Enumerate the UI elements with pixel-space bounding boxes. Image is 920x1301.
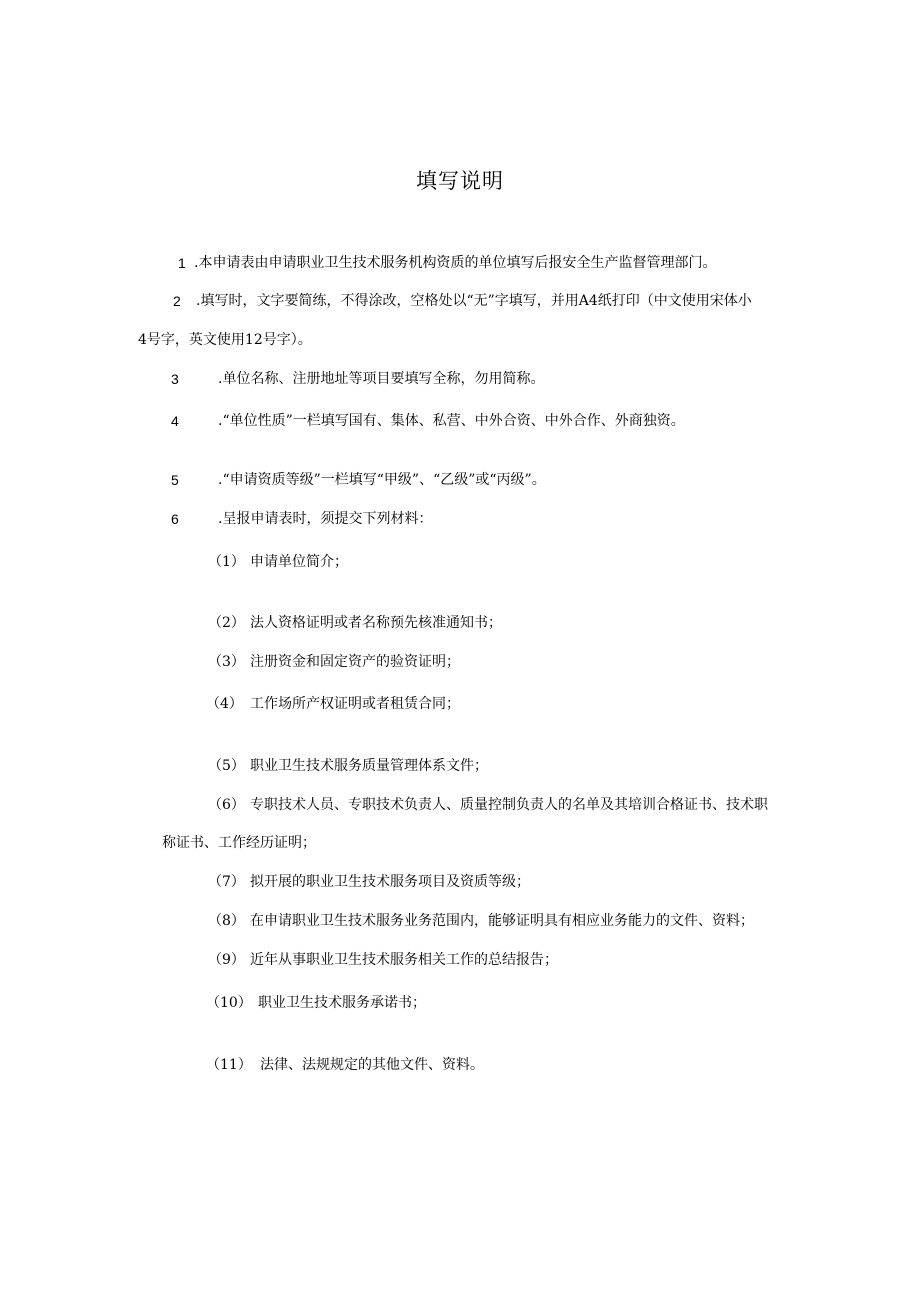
material-number: （3） — [208, 654, 245, 670]
material-number: （11） — [206, 1057, 252, 1073]
item-text: .填写时，文字要简练，不得涂改，空格处以“无”字填写，并用A4纸打印（中文使用宋体小 — [196, 293, 752, 309]
page-title: 填写说明 — [416, 169, 504, 193]
material-number: （10） — [206, 995, 252, 1011]
material-text: 近年从事职业卫生技术服务相关工作的总结报告； — [250, 952, 558, 968]
item-number: 2 — [173, 293, 181, 309]
item-number: 3 — [171, 371, 179, 387]
material-text: 职业卫生技术服务质量管理体系文件； — [250, 758, 488, 774]
item-number: 5 — [171, 472, 179, 488]
item-text: .单位名称、注册地址等项目要填写全称，勿用简称。 — [218, 371, 545, 387]
material-text: 在申请职业卫生技术服务业务范围内，能够证明具有相应业务能力的文件、资料； — [250, 913, 754, 929]
item-number: 4 — [171, 413, 179, 429]
material-number: （2） — [208, 615, 245, 631]
item-text: .“单位性质”一栏填写国有、集体、私营、中外合资、中外合作、外商独资。 — [218, 413, 685, 429]
material-text-continued: 称证书、工作经历证明； — [162, 835, 316, 851]
material-text: 工作场所产权证明或者租赁合同； — [250, 696, 460, 712]
material-text: 注册资金和固定资产的验资证明； — [250, 654, 460, 670]
item-text: .本申请表由申请职业卫生技术服务机构资质的单位填写后报安全生产监督管理部门。 — [194, 255, 717, 271]
item-text: .“申请资质等级”一栏填写“甲级”、“乙级”或“丙级”。 — [218, 472, 546, 488]
material-number: （8） — [208, 913, 245, 929]
item-number: 1 — [178, 255, 186, 271]
material-text: 法律、法规规定的其他文件、资料。 — [260, 1057, 484, 1073]
material-number: （7） — [208, 874, 245, 890]
material-number: （1） — [208, 554, 245, 570]
item-number: 6 — [171, 511, 179, 527]
material-text: 申请单位简介； — [250, 554, 348, 570]
material-text: 职业卫生技术服务承诺书； — [258, 995, 426, 1011]
material-number: （6） — [208, 797, 245, 813]
material-text: 专职技术人员、专职技术负责人、质量控制负责人的名单及其培训合格证书、技术职 — [250, 797, 768, 813]
material-number: （5） — [208, 758, 245, 774]
material-text: 法人资格证明或者名称预先核准通知书； — [250, 615, 502, 631]
item-text: .呈报申请表时，须提交下列材料： — [218, 511, 433, 527]
material-text: 拟开展的职业卫生技术服务项目及资质等级； — [250, 874, 530, 890]
material-number: （9） — [208, 952, 245, 968]
item-text-continued: 4号字，英文使用12号字）。 — [138, 332, 312, 348]
material-number: （4） — [206, 696, 243, 712]
